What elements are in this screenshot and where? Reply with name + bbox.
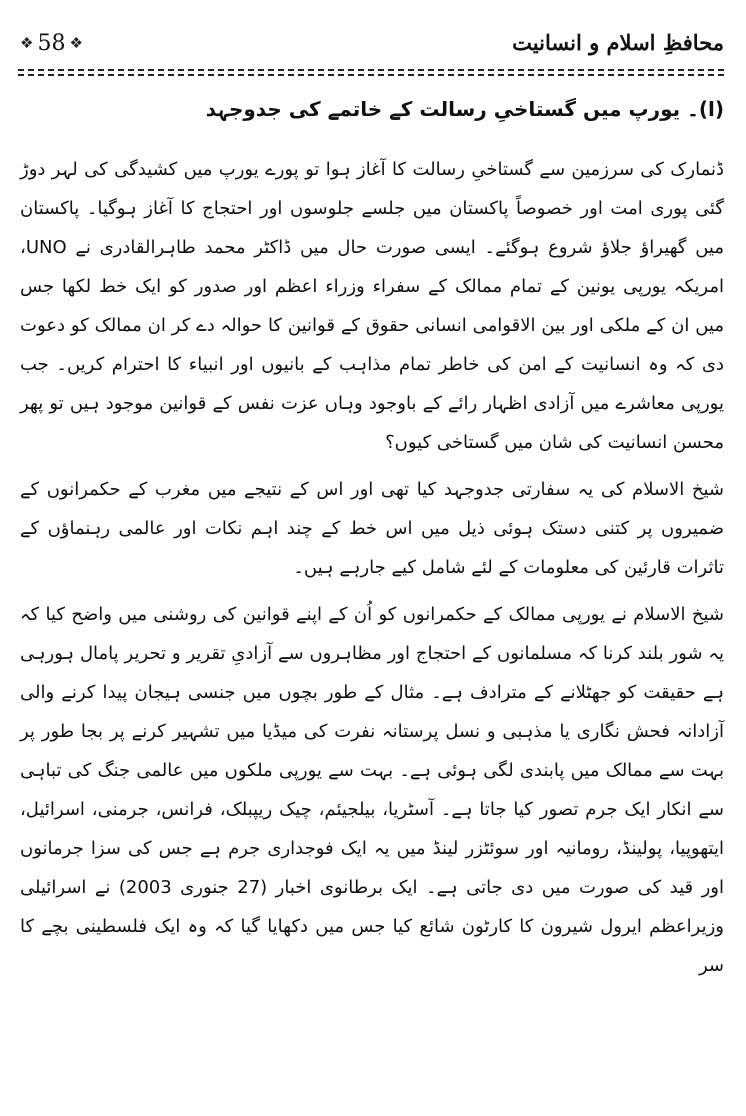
page-header bbox=[0, 0, 746, 70]
paragraph-2: شیخ الاسلام کی یہ سفارتی جدوجہد کیا تھی اور اس کے نتیجے میں مغرب کے حکمرانوں کے ضمیروں پر کتنی دستک ہوئی ذیل میں اس خط کے چند اہم نکات اور عالمی رہنماؤں کے تاثرات قارئین کی معلومات کے لئے شامل کیے جارہے ہیں۔ bbox=[20, 479, 724, 578]
section-heading: (ا)۔ یورپ میں گستاخیِ رسالت کے خاتمے کی جدوجہد bbox=[205, 97, 724, 121]
paragraph-3: شیخ الاسلام نے یورپی ممالک کے حکمرانوں کو اُن کے اپنے قوانین کی روشنی میں واضح کیا کہ یہ شور بلند کرنا کہ مسلمانوں کے احتجاج اور مظاہروں سے آزادیِ تقریر و تحریر پامال ہورہی ہے حقیقت کو جھٹلانے کے مترادف ہے۔ مثال کے طور بچوں میں جنسی ہیجان پیدا کرنے والی آزادانہ فحش نگاری یا مذہبی و نسل پرستانہ نفرت کی میڈیا میں تشہیر کرنے پر بجا طور پر بہت سے ممالک میں پابندی لگی ہوئی ہے۔ بہت سے یورپی ملکوں میں عالمی جنگ کی تباہی سے انکار ایک جرم تصور کیا جاتا ہے۔ آسٹریا، بیلجیئم، چیک ریپبلک، فرانس، جرمنی، اسرائیل، ایتھوپیا، پولینڈ، رومانیہ اور سوئٹزر لینڈ میں یہ ایک فوجداری جرم ہے جس کی سزا جرمانوں اور قید کی صورت میں دی جاتی ہے۔ ایک برطانوی اخبار (27 جنوری 2003) نے اسرائیلی وزیراعظم ایرول شیرون کا کارٹون شائع کیا جس میں دکھایا گیا کہ وہ ایک فلسطینی بچے کا سر bbox=[20, 604, 724, 976]
page-number: 58 bbox=[37, 31, 66, 56]
page-number-box bbox=[20, 31, 83, 56]
paragraph-1: ڈنمارک کی سرزمین سے گستاخیِ رسالت کا آغاز ہوا تو پورے یورپ میں کشیدگی کی لہر دوڑ گئی پوری امت اور خصوصاً پاکستان میں جلسے جلوسوں اور احتجاج کا آغاز ہوگیا۔ پاکستان میں گھیراؤ جلاؤ شروع ہوگئے۔ ایسی صورت حال میں ڈاکٹر محمد طاہرالقادری نے UNO، امریکہ یورپی یونین کے تمام ممالک کے سفراء وزراء اعظم اور صدور کو ایک خط لکھا جس میں ان کے ملکی اور بین الاقوامی انسانی حقوق کے قوانین کا حوالہ دے کر ان ممالک کو دعوت دی کہ وہ انسانیت کے امن کی خاطر تمام مذاہب کے بانیوں اور انبیاء کا احترام کریں۔ جب یورپی معاشرے میں آزادی اظہار رائے کے باوجود وہاں عزت نفس کے قوانین موجود ہیں تو پھر محسن انسانیت کی شان میں گستاخی کیوں؟ bbox=[20, 159, 724, 453]
page-body bbox=[20, 150, 724, 993]
header-divider-bottom bbox=[18, 74, 724, 76]
book-title: محافظِ اسلام و انسانیت bbox=[512, 30, 724, 55]
ornament-left-icon: ❖ bbox=[20, 34, 34, 52]
header-divider-top bbox=[18, 69, 724, 71]
ornament-right-icon: ❖ bbox=[69, 34, 83, 52]
